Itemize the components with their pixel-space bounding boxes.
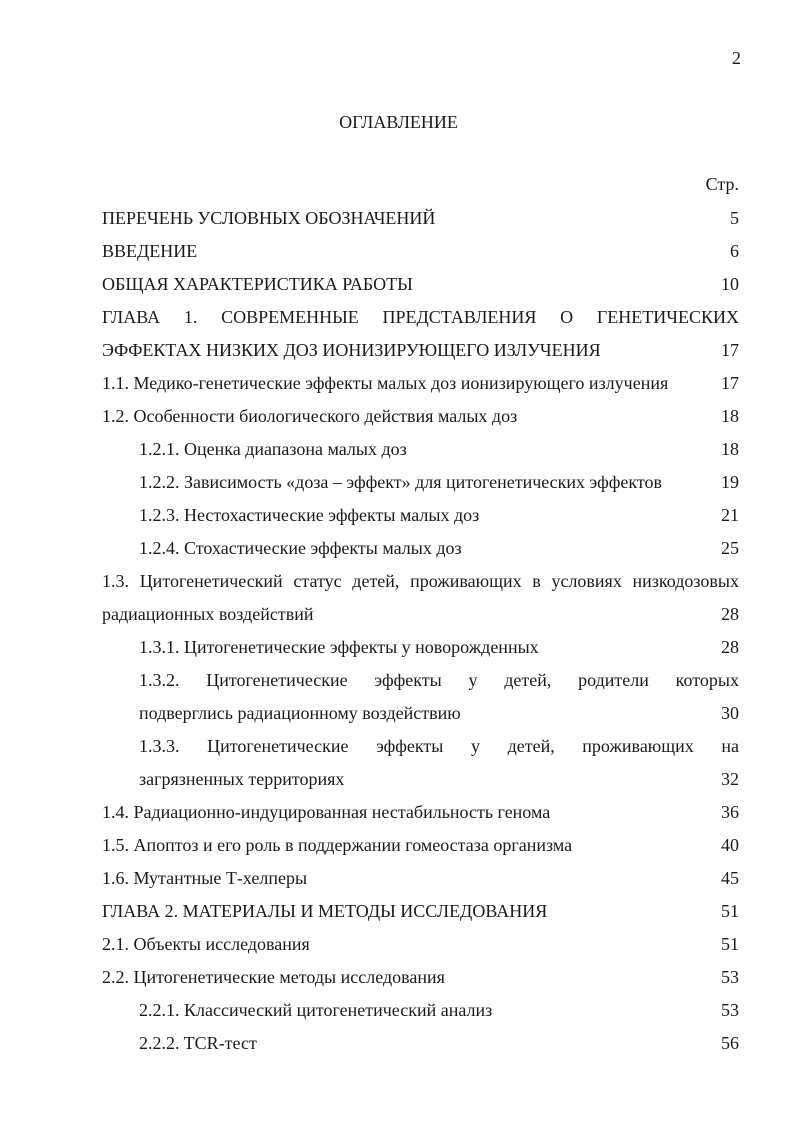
toc-entry-page: 19 — [721, 472, 739, 492]
toc-word: ПРЕДСТАВЛЕНИЯ — [382, 307, 537, 327]
toc-entry — [102, 499, 739, 532]
toc-entry-page: 51 — [721, 901, 739, 921]
document-title: ОГЛАВЛЕНИЕ — [339, 112, 458, 132]
toc-word: эффекты — [376, 736, 444, 756]
toc-word: 1. — [183, 307, 198, 327]
toc-entry — [102, 961, 739, 994]
toc-entry-title: 2.2. Цитогенетические методы исследования — [102, 967, 445, 987]
toc-entry-title: загрязненных территориях — [139, 769, 345, 789]
toc-entry-page: 18 — [721, 406, 739, 426]
toc-entry-title: ВВЕДЕНИЕ — [102, 241, 198, 261]
toc-word: детей, — [504, 670, 552, 690]
toc-entry-page: 53 — [721, 967, 739, 987]
toc-entry-title: 2.2.1. Классический цитогенетический анализ — [139, 1000, 493, 1020]
toc-word: у — [470, 736, 480, 756]
toc-entry-title: 1.2.1. Оценка диапазона малых доз — [139, 439, 407, 459]
toc-word: СОВРЕМЕННЫЕ — [221, 307, 359, 327]
toc-entry-title: 1.1. Медико-генетические эффекты малых доз ионизирующего излучения — [102, 373, 669, 393]
toc-entry-page: 40 — [721, 835, 739, 855]
toc-entry-title: ПЕРЕЧЕНЬ УСЛОВНЫХ ОБОЗНАЧЕНИЙ — [102, 208, 436, 228]
table-of-contents — [102, 202, 739, 1060]
toc-entry-page: 51 — [721, 934, 739, 954]
toc-entry-title: 1.6. Мутантные Т-хелперы — [102, 868, 308, 888]
toc-entry — [102, 631, 739, 664]
toc-word: Цитогенетические — [207, 736, 349, 756]
toc-entry-page: 28 — [721, 604, 739, 624]
toc-entry-title: 1.2. Особенности биологического действия малых доз — [102, 406, 518, 426]
toc-entry — [102, 433, 739, 466]
toc-entry — [102, 235, 739, 268]
toc-entry-title: 1.2.4. Стохастические эффекты малых доз — [139, 538, 462, 558]
toc-entry-1-3-3-line-1 — [102, 730, 739, 763]
toc-word: у — [468, 670, 478, 690]
toc-word: условиях — [551, 571, 622, 591]
toc-word: в — [532, 571, 541, 591]
toc-entry-page: 17 — [721, 373, 739, 393]
toc-word: проживающих — [582, 736, 694, 756]
toc-entry-title: ОБЩАЯ ХАРАКТЕРИСТИКА РАБОТЫ — [102, 274, 413, 294]
toc-entry-title: подверглись радиационному воздействию — [139, 703, 461, 723]
toc-entry-1-3-line-1 — [102, 565, 739, 598]
toc-word: эффекты — [374, 670, 442, 690]
toc-entry — [102, 202, 739, 235]
toc-entry-page: 17 — [721, 340, 739, 360]
toc-entry-1-3-3-line-2 — [102, 763, 739, 796]
toc-entry — [102, 829, 739, 862]
toc-word: проживающих — [410, 571, 522, 591]
toc-entry-title: 1.2.2. Зависимость «доза – эффект» для цитогенетических эффектов — [139, 472, 663, 492]
toc-entry-page: 5 — [730, 208, 739, 228]
toc-entry-title: 1.5. Апоптоз и его роль в поддержании гомеостаза организма — [102, 835, 573, 855]
page-number: 2 — [732, 48, 741, 68]
toc-word: 1.3.3. — [139, 736, 180, 756]
toc-entry — [102, 268, 739, 301]
toc-entry-page: 6 — [730, 241, 739, 261]
toc-entry — [102, 862, 739, 895]
toc-entry — [102, 928, 739, 961]
toc-entry-page: 36 — [721, 802, 739, 822]
toc-entry-title: 2.2.2. TCR-тест — [139, 1033, 257, 1053]
toc-word: детей, — [352, 571, 400, 591]
toc-word: статус — [293, 571, 342, 591]
toc-entry-page: 30 — [721, 703, 739, 723]
toc-word: О — [560, 307, 574, 327]
toc-entry-page: 18 — [721, 439, 739, 459]
toc-word: которых — [675, 670, 739, 690]
toc-word: родители — [578, 670, 649, 690]
toc-entry-1-3-line-2 — [102, 598, 739, 631]
toc-entry — [102, 532, 739, 565]
toc-entry-title: 1.4. Радиационно-индуцированная нестабильность генома — [102, 802, 551, 822]
toc-entry — [102, 796, 739, 829]
page-column-header: Стр. — [705, 174, 739, 194]
toc-entry-page: 56 — [721, 1033, 739, 1053]
toc-entry-chapter-1-line-1 — [102, 301, 739, 334]
toc-entry-title: 2.1. Объекты исследования — [102, 934, 310, 954]
toc-entry-title: 1.2.3. Нестохастические эффекты малых доз — [139, 505, 480, 525]
toc-entry-page: 53 — [721, 1000, 739, 1020]
toc-entry — [102, 400, 739, 433]
toc-entry-chapter-1-line-2 — [102, 334, 739, 367]
toc-entry-page: 32 — [721, 769, 739, 789]
toc-entry — [102, 994, 739, 1027]
toc-entry-title: ГЛАВА 2. МАТЕРИАЛЫ И МЕТОДЫ ИССЛЕДОВАНИЯ — [102, 901, 548, 921]
toc-entry — [102, 895, 739, 928]
toc-word: низкодозовых — [632, 571, 739, 591]
toc-entry-page: 45 — [721, 868, 739, 888]
toc-word: Цитогенетический — [139, 571, 283, 591]
toc-entry-title: 1.3.1. Цитогенетические эффекты у новорожденных — [139, 637, 539, 657]
toc-entry-page: 10 — [721, 274, 739, 294]
toc-word: ГЛАВА — [102, 307, 161, 327]
toc-word: 1.3. — [102, 571, 129, 591]
toc-entry-page: 25 — [721, 538, 739, 558]
toc-entry-1-3-2-line-2 — [102, 697, 739, 730]
toc-word: 1.3.2. — [139, 670, 180, 690]
toc-word: ГЕНЕТИЧЕСКИХ — [596, 307, 739, 327]
toc-entry-title: ЭФФЕКТАХ НИЗКИХ ДОЗ ИОНИЗИРУЮЩЕГО ИЗЛУЧЕНИЯ — [102, 340, 601, 360]
toc-word: на — [721, 736, 739, 756]
toc-entry — [102, 367, 739, 400]
toc-entry-page: 28 — [721, 637, 739, 657]
toc-word: Цитогенетические — [206, 670, 348, 690]
toc-entry — [102, 1027, 739, 1060]
toc-entry-page: 21 — [721, 505, 739, 525]
toc-entry-1-3-2-line-1 — [102, 664, 739, 697]
toc-word: детей, — [507, 736, 555, 756]
toc-entry-title: радиационных воздействий — [102, 604, 314, 624]
toc-entry — [102, 466, 739, 499]
